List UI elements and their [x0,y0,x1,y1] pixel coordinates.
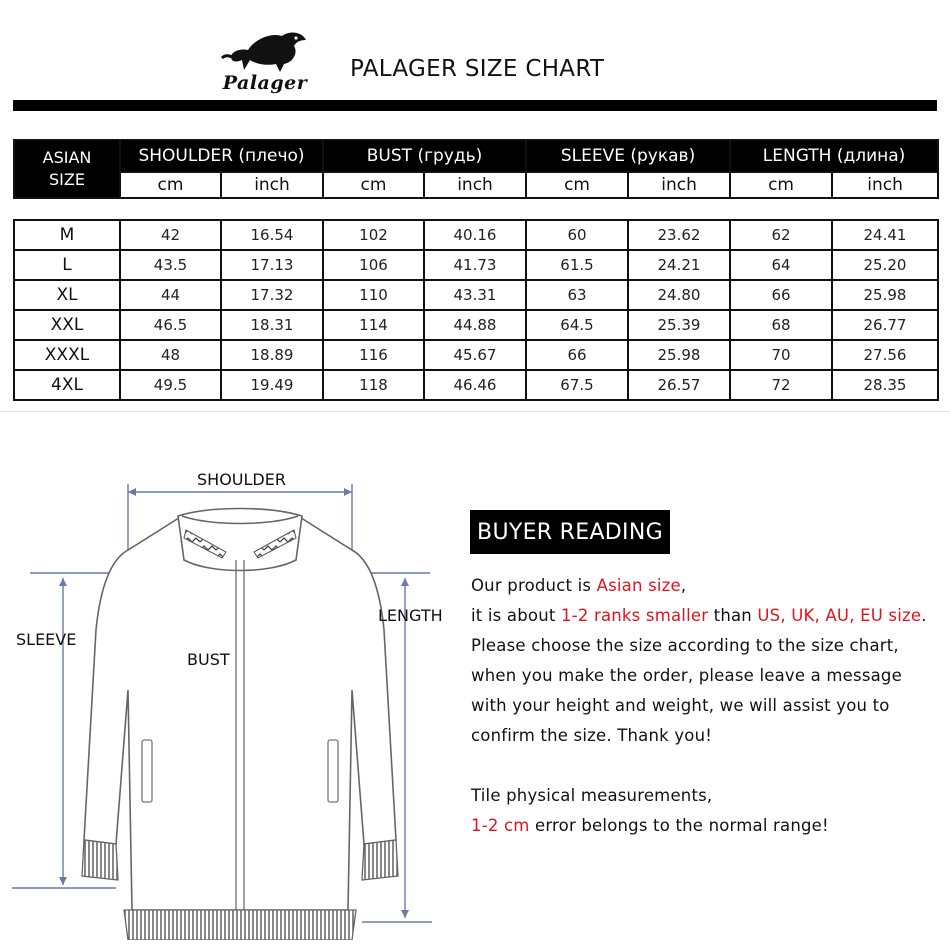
table-cell: 64 [730,250,832,280]
size-label-cell: XXL [14,310,120,340]
table-cell: 26.57 [628,370,730,400]
reading-line-3: Please choose the size according to the size chart, [471,636,899,655]
reading-highlight: Asian size [596,576,681,595]
table-cell: 24.21 [628,250,730,280]
reading-line-2 [471,606,927,625]
table-cell: 18.89 [221,340,323,370]
table-cell: 41.73 [424,250,526,280]
table-cell: 49.5 [120,370,221,400]
table-cell: 70 [730,340,832,370]
table-row [14,310,938,340]
reading-text: it is about [471,606,561,625]
reading-line-4: when you make the order, please leave a message [471,666,902,685]
table-cell: 48 [120,340,221,370]
table-cell: 42 [120,220,221,250]
reading-text: Our product is [471,576,597,595]
reading-text: . [921,606,927,625]
table-cell: 28.35 [832,370,938,400]
table-cell: 110 [323,280,424,310]
table-row [14,220,938,250]
sleeve-header: SLEEVE (рукав) [526,140,730,172]
table-cell: 45.67 [424,340,526,370]
table-cell: 23.62 [628,220,730,250]
asian-header-line1: ASIAN [42,148,92,167]
table-cell: 66 [526,340,628,370]
table-cell: 118 [323,370,424,400]
garment-diagram [0,440,460,940]
table-cell: 40.16 [424,220,526,250]
brand-logo [210,22,320,102]
table-cell: 26.77 [832,310,938,340]
table-cell: 46.5 [120,310,221,340]
table-cell: 61.5 [526,250,628,280]
table-cell: 67.5 [526,370,628,400]
table-cell: 68 [730,310,832,340]
page-title: PALAGER SIZE CHART [350,56,605,82]
table-cell: 106 [323,250,424,280]
size-chart-panel [0,0,950,412]
reading-line-1 [471,576,686,595]
unit-cm: cm [730,172,832,198]
table-cell: 44.88 [424,310,526,340]
platypus-icon [210,22,320,77]
table-cell: 102 [323,220,424,250]
table-cell: 60 [526,220,628,250]
table-cell: 62 [730,220,832,250]
length-label: LENGTH [378,606,443,625]
unit-inch: inch [628,172,730,198]
table-cell: 44 [120,280,221,310]
table-cell: 24.80 [628,280,730,310]
table-cell: 46.46 [424,370,526,400]
table-cell: 19.49 [221,370,323,400]
reading-text: error belongs to the normal range! [529,816,829,835]
size-label-cell: L [14,250,120,280]
size-table-header [13,139,939,199]
table-cell: 17.32 [221,280,323,310]
table-cell: 43.5 [120,250,221,280]
length-header: LENGTH (длина) [730,140,938,172]
table-row [14,250,938,280]
buyer-reading-badge: BUYER READING [470,510,670,554]
unit-cm: cm [120,172,221,198]
table-cell: 25.98 [628,340,730,370]
table-row [14,370,938,400]
table-cell: 25.98 [832,280,938,310]
table-cell: 64.5 [526,310,628,340]
table-cell: 27.56 [832,340,938,370]
shoulder-label: SHOULDER [197,470,286,489]
table-cell: 72 [730,370,832,400]
unit-cm: cm [526,172,628,198]
table-cell: 16.54 [221,220,323,250]
reading-highlight: 1-2 cm [471,816,530,835]
size-label-cell: M [14,220,120,250]
reading-highlight: 1-2 ranks smaller [560,606,709,625]
bust-header: BUST (грудь) [323,140,526,172]
asian-header-line2: SIZE [49,170,85,189]
jacket-outline-icon [0,440,460,940]
unit-inch: inch [832,172,938,198]
reading-line-6: confirm the size. Thank you! [471,726,713,745]
unit-inch: inch [221,172,323,198]
size-label-cell: 4XL [14,370,120,400]
bust-label: BUST [187,650,230,669]
unit-cm: cm [323,172,424,198]
table-cell: 114 [323,310,424,340]
table-cell: 17.13 [221,250,323,280]
reading-line-7: Tile physical measurements, [471,786,713,805]
reading-highlight: US, UK, AU, EU size [757,606,922,625]
table-row [14,280,938,310]
reading-line-5: with your height and weight, we will assist you to [471,696,890,715]
table-cell: 66 [730,280,832,310]
unit-inch: inch [424,172,526,198]
sleeve-label: SLEEVE [16,630,77,649]
logo-wordmark: Palager [222,72,308,94]
table-cell: 43.31 [424,280,526,310]
reading-text: than [708,606,758,625]
size-label-cell: XXXL [14,340,120,370]
table-cell: 63 [526,280,628,310]
table-row [14,340,938,370]
reading-line-8 [471,816,829,835]
reading-text: , [680,576,687,595]
table-cell: 25.39 [628,310,730,340]
table-cell: 25.20 [832,250,938,280]
title-rule [13,100,937,111]
asian-size-header [14,140,120,198]
size-table-body [13,219,939,401]
table-cell: 116 [323,340,424,370]
table-cell: 18.31 [221,310,323,340]
size-label-cell: XL [14,280,120,310]
table-cell: 24.41 [832,220,938,250]
shoulder-header: SHOULDER (плечо) [120,140,323,172]
